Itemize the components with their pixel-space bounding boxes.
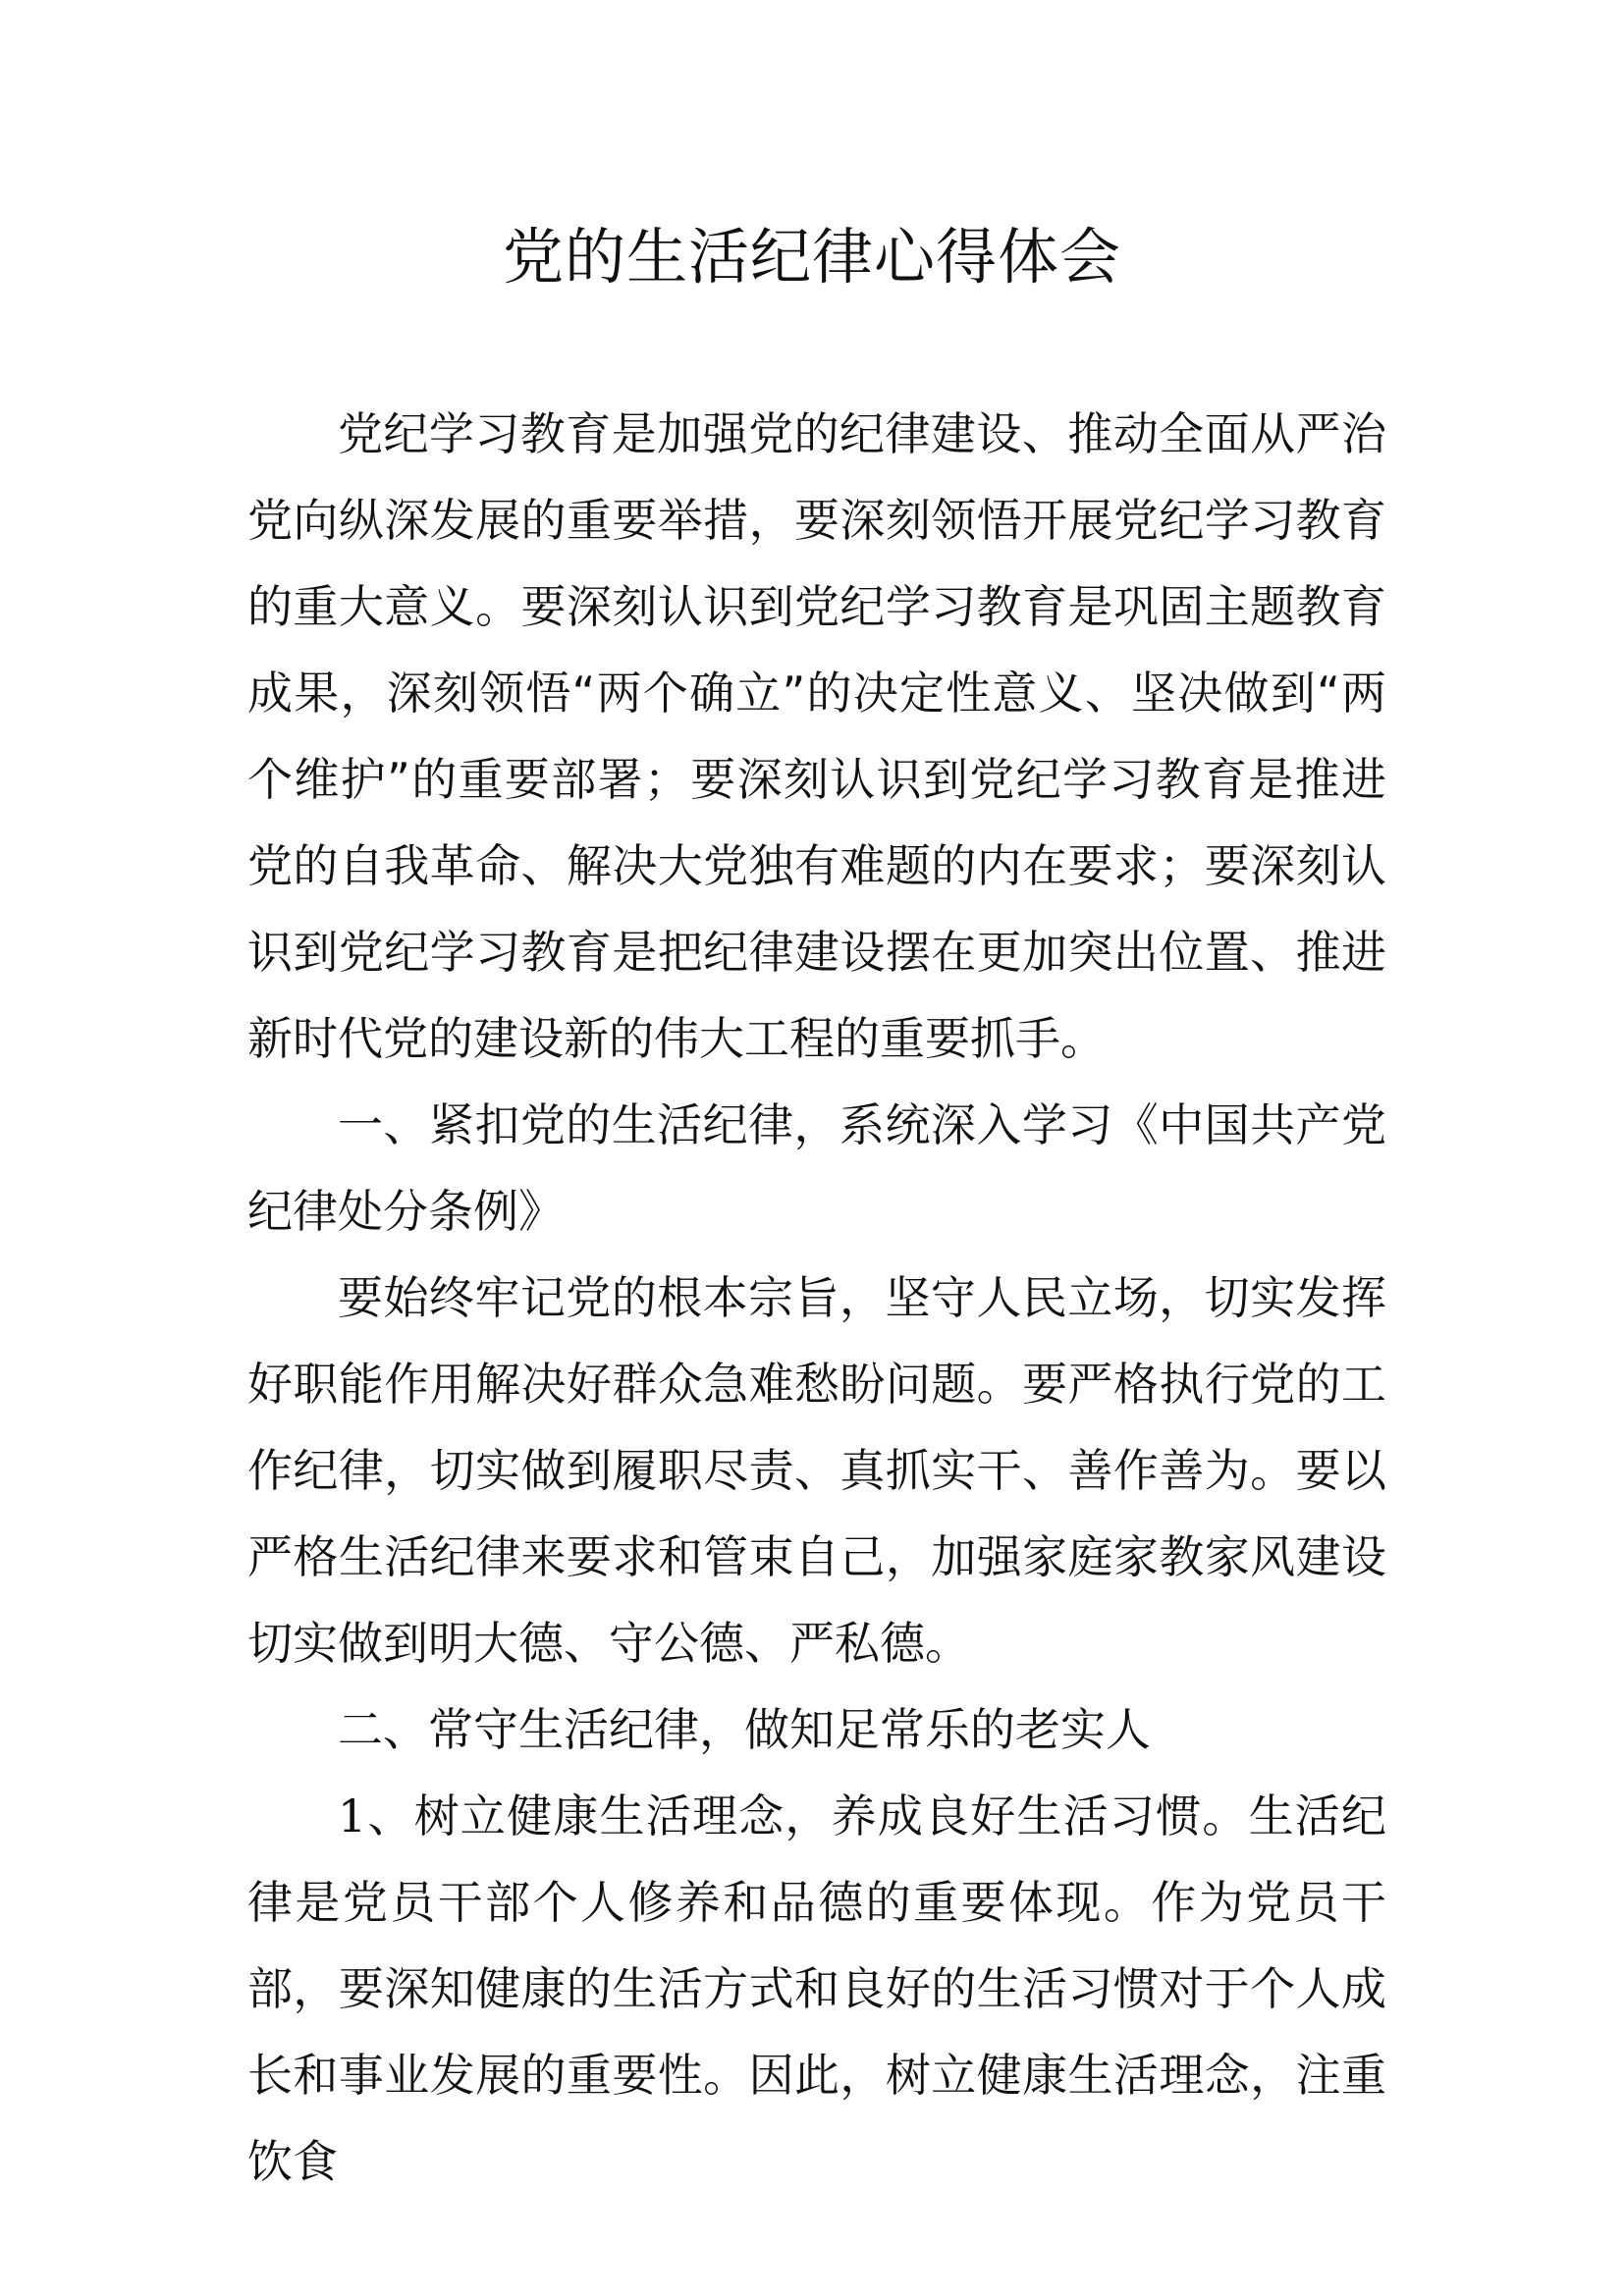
paragraph-section-one: 要始终牢记党的根本宗旨，坚守人民立场，切实发挥好职能作用解决好群众急难愁盼问题。要严格执行党的工作纪律，切实做到履职尽责、真抓实干、善作善为。要以严格生活纪律来要求和管束自己，加强家庭家教家风建设切实做到明大德、守公德、严私德。 [247,1271,1386,1670]
point-one-text: 树立健康生活理念，养成良好生活习惯。生活纪律是党员干部个人修养和品德的重要体现。作为党员干部，要深知健康的生活方式和良好的生活习惯对于个人成长和事业发展的重要性。因此，树立健康生活理念，注重饮食 [247,1789,1386,2188]
section-heading-one: 一、紧扣党的生活纪律，系统深入学习《中国共产党纪律处分条例》 [247,1098,1386,1238]
point-number: 1、 [338,1789,414,1842]
paragraph-point-one [247,1773,1386,2205]
document-body [247,391,1386,2205]
section-heading-two: 二、常守生活纪律，做知足常乐的老实人 [338,1703,1151,1756]
page-title: 党的生活纪律心得体会 [502,221,1121,293]
paragraph-intro: 党纪学习教育是加强党的纪律建设、推动全面从严治党向纵深发展的重要举措，要深刻领悟开展党纪学习教育的重大意义。要深刻认识到党纪学习教育是巩固主题教育成果，深刻领悟“两个确立”的决定性意义、坚决做到“两个维护”的重要部署；要深刻认识到党纪学习教育是推进党的自我革命、解决大党独有难题的内在要求；要深刻认识到党纪学习教育是把纪律建设摆在更加突出位置、推进新时代党的建设新的伟大工程的重要抓手。 [247,407,1386,1065]
